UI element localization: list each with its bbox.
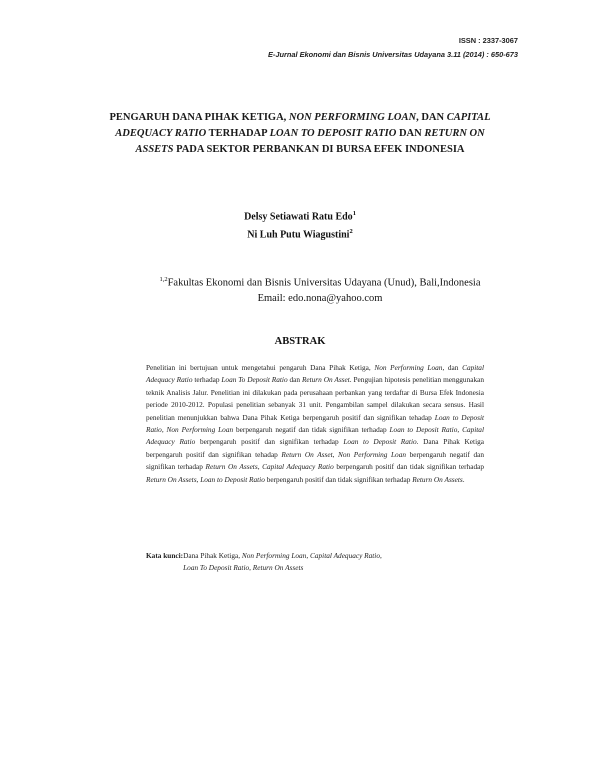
author-2 [150, 224, 450, 242]
abstract-text: dan [287, 375, 302, 385]
abstract-text: berpengaruh positif dan tidak signifikan terhadap [333, 462, 484, 472]
abstract-text: berpengaruh positif dan signifikan terhadap [195, 437, 344, 447]
abstract-term: Return On Assets [146, 474, 197, 484]
paper-title [108, 110, 492, 158]
abstract-text: , dan [442, 363, 463, 372]
abstract-text: . Dana Pihak Ketiga berpengaruh positif dan signifikan tehadap [146, 437, 484, 459]
abstract-heading: ABSTRAK [274, 336, 326, 347]
author-1 [150, 206, 450, 224]
abstract-term: Return On Assets [205, 462, 258, 472]
abstract-term: Non Performing Loan [374, 363, 443, 372]
abstract-text: Penelitian ini bertujuan untuk mengetahui pengaruh Dana Pihak Ketiga, [146, 363, 375, 372]
title-part: LOAN TO DEPOSIT RATIO [269, 128, 397, 139]
abstract-text: berpengaruh positif dan tidak signifikan terhadap [264, 474, 413, 484]
author-mark: 1 [352, 210, 356, 217]
abstract-text: , [457, 425, 463, 435]
affiliation-text: Fakultas Ekonomi dan Bisnis Universitas Udayana (Unud), Bali,Indonesia [167, 277, 481, 289]
author-name: Ni Luh Putu Wiagustini [247, 229, 350, 241]
abstract-term: Loan to Deposit Ratio [343, 437, 417, 447]
title-part: CAPITAL ADEQUACY RATIO [115, 112, 491, 139]
abstract-body [146, 362, 484, 486]
abstract-text: , [196, 474, 201, 484]
keyword-sep: , [380, 551, 382, 560]
title-part: DAN [396, 128, 425, 139]
title-part: NON PERFORMING LOAN [288, 112, 417, 123]
title-part: PADA SEKTOR PERBANKAN DI BURSA EFEK INDONESIA [173, 144, 465, 155]
keyword-sep: , [306, 551, 310, 560]
author-name: Delsy Setiawati Ratu Edo [244, 211, 353, 223]
keywords-label: Kata kunci: [146, 551, 184, 560]
abstract-text: , [332, 449, 339, 459]
page-header [268, 34, 518, 62]
abstract-term: Return On Asset [281, 449, 333, 459]
abstract-text: . Pengujian hipotesis penelitian menggunakan teknik Analisis Jalur. Penelitian ini dilakukan pada perusahaan perbankan yang terdaftar di Bursa Efek Indonesia periode 2010-2012. Populasi penelitian sebanyak 31 unit. Pengambilan sampel dilakukan secara sensus. Hasil penelitian menunjukkan bahwa Dana Pihak Ketiga berpengaruh positif dan signifikan tehadap [146, 375, 485, 422]
title-part: , DAN [416, 112, 447, 123]
affiliation-mark: 1,2 [159, 276, 168, 283]
keyword: Non Performing Loan [241, 551, 307, 560]
abstract-term: Loan to Deposit Ratio [146, 412, 485, 435]
author-list [150, 206, 450, 243]
abstract-text: berpengaruh negatif dan tidak signifikan terhadap [233, 425, 390, 435]
keyword: Capital Adequacy Ratio [310, 551, 380, 560]
affiliation-line [130, 272, 510, 291]
author-mark: 2 [349, 228, 353, 236]
title-part: RETURN ON ASSETS [135, 128, 485, 155]
issn-text: ISSN : 2337-3067 [458, 36, 518, 45]
abstract-term: Loan to Deposit Ratio [200, 474, 265, 484]
abstract-term: Capital Adequacy Ratio [146, 363, 484, 385]
keyword: Loan To Deposit Ratio [183, 563, 250, 573]
abstract-term: Capital Adequacy Ratio [262, 462, 334, 472]
keywords [146, 550, 484, 575]
affiliation [130, 272, 510, 306]
abstract-text: terhadap [192, 375, 222, 385]
abstract-term: Non Performing Loan [338, 449, 406, 459]
abstract-term: Capital Adequacy Ratio [146, 425, 484, 447]
title-part: TERHADAP [206, 128, 270, 139]
abstract-term: Return On Assets [412, 474, 463, 484]
journal-citation: E-Jurnal Ekonomi dan Bisnis Universitas Udayana 3.11 (2014) : 650-673 [267, 50, 518, 59]
email-text: Email: edo.nona@yahoo.com [257, 292, 383, 304]
keyword: Dana Pihak Ketiga, [183, 551, 242, 560]
keyword-sep: , [249, 563, 253, 573]
keywords-text [183, 550, 382, 575]
abstract-term: Return On Asset [301, 375, 350, 385]
keyword: Return On Assets [252, 563, 304, 573]
abstract-text: , [257, 462, 263, 472]
abstract-text: . [462, 474, 465, 484]
abstract-text: berpengaruh negatif dan signifikan terhadap [146, 449, 484, 472]
abstract-term: Loan to Deposit Ratio [389, 425, 458, 435]
abstract-term: Loan To Deposit Ratio [221, 375, 288, 385]
abstract-text: , [161, 425, 167, 435]
title-part: PENGARUH DANA PIHAK KETIGA, [109, 112, 289, 123]
abstract-term: Non Performing Loan [166, 425, 234, 435]
